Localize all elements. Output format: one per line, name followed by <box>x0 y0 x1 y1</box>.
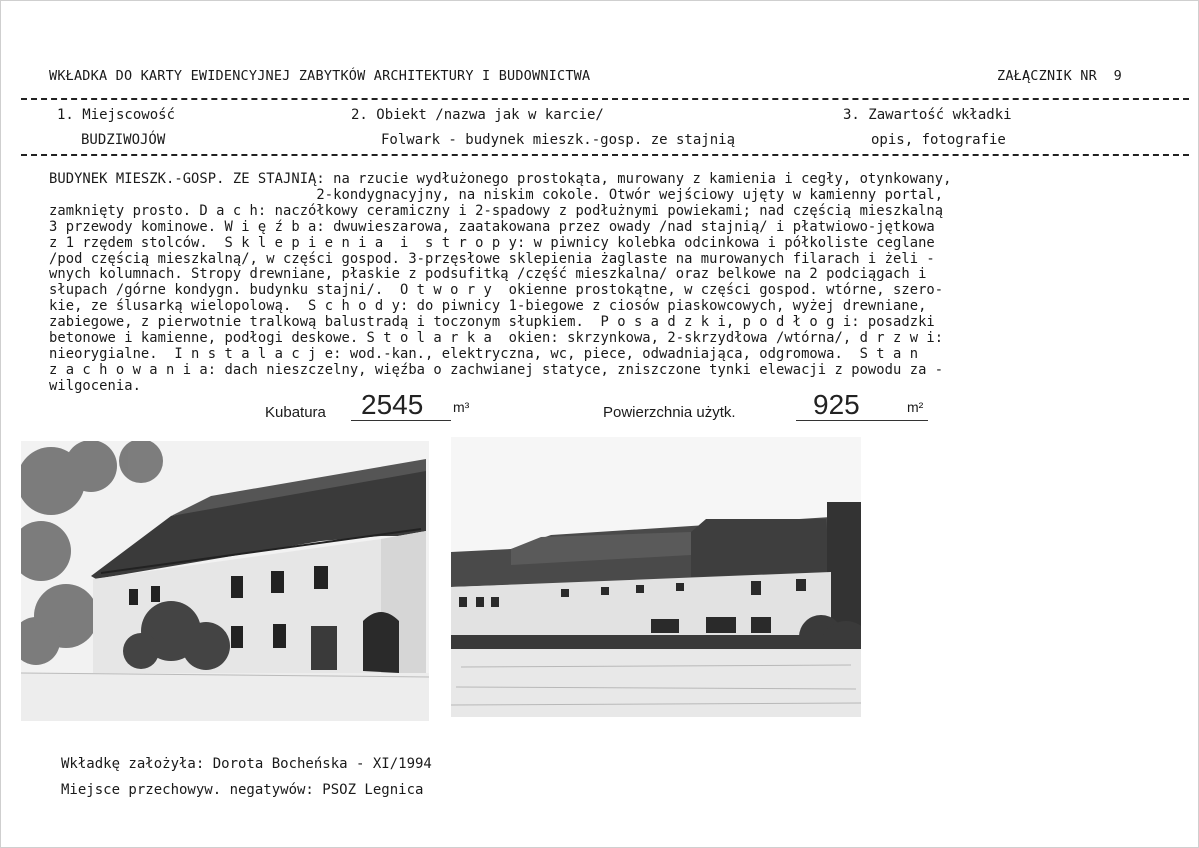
building-photo-1 <box>21 441 429 721</box>
area-unit: m² <box>907 399 924 415</box>
area-value: 925 <box>813 389 860 420</box>
attachment-label: ZAŁĄCZNIK NR <box>997 68 1097 84</box>
fields-divider <box>21 154 1189 156</box>
attachment-value: 9 <box>1113 68 1122 84</box>
description-line: betonowe i kamienne, podłogi deskowe. S t o l a r k a okien: skrzynkowa, 2-skrzydłowa /wtórna/, d r z w i: <box>49 330 944 347</box>
description-line: kie, ze ślusarką wielopolową. S c h o d y: do piwnicy 1-biegowe z ciosów piaskowcowych, wyżej drewniane, <box>49 298 927 315</box>
description-line: zabiegowe, z pierwotnie tralkową balustradą i toczonym słupkiem. P o s a d z k i, p o d ł o g i: posadzki <box>49 314 935 331</box>
locality-label: 1. Miejscowość <box>57 107 176 123</box>
description-line: wilgocenia. <box>49 377 141 394</box>
description-line: BUDYNEK MIESZK.-GOSP. ZE STAJNIĄ: na rzucie wydłużonego prostokąta, murowany z kamienia i cegły, otynkowany, <box>49 171 952 187</box>
description-line: nieorygialne. I n s t a l a c j e: wod.-kan., elektryczna, wc, piece, odwadniająca, odgromowa. S t a n <box>49 345 919 362</box>
object-label: 2. Obiekt /nazwa jak w karcie/ <box>351 107 604 123</box>
building-photo-2 <box>451 437 861 717</box>
locality-value: BUDZIWOJÓW <box>81 132 166 148</box>
kubatura-value: 2545 <box>361 389 424 420</box>
description-line: wnych kolumnach. Stropy drewniane, płaskie z podsufitką /część mieszkalna/ oraz belkowe na 2 podciągach i <box>49 266 927 283</box>
author-line: Wkładkę założyła: Dorota Bocheńska - XI/1994 <box>61 756 432 772</box>
area-label: Powierzchnia użytk. <box>603 404 736 421</box>
description-line: 3 przewody kominowe. W i ę ź b a: dwuwieszarowa, zaatakowana przez owady /nad stajnią/ i płatwiowo-jętkowa <box>49 218 935 235</box>
kubatura-underline <box>351 420 451 421</box>
kubatura-unit: m³ <box>453 399 470 415</box>
document-title: WKŁADKA DO KARTY EWIDENCYJNEJ ZABYTKÓW ARCHITEKTURY I BUDOWNICTWA <box>49 68 591 84</box>
description-line: słupach /górne kondygn. budynku stajni/. O t w o r y okienne prostokątne, w części gospod. wtórne, szero- <box>49 282 944 299</box>
negatives-line: Miejsce przechowyw. negatywów: PSOZ Legnica <box>61 782 424 798</box>
kubatura-label: Kubatura <box>265 404 326 421</box>
description-line: z 1 rzędem stolców. S k l e p i e n i a i s t r o p y: w piwnicy kolebka odcinkowa i półkoliste ceglane <box>49 234 935 251</box>
header-divider <box>21 98 1189 100</box>
description-text <box>49 172 1159 395</box>
object-value: Folwark - budynek mieszk.-gosp. ze stajnią <box>381 132 736 148</box>
attachment-number <box>997 68 1122 84</box>
area-underline <box>796 420 928 421</box>
description-line: 2-kondygnacyjny, na niskim cokole. Otwór wejściowy ujęty w kamienny portal, <box>49 186 944 203</box>
content-label: 3. Zawartość wkładki <box>843 107 1012 123</box>
content-value: opis, fotografie <box>871 132 1006 148</box>
description-line: z a c h o w a n i a: dach nieszczelny, więźba o zachwianej statyce, zniszczone tynki elewacji z powodu za - <box>49 361 944 378</box>
description-line: zamknięty prosto. D a c h: naczółkowy ceramiczny i 2-spadowy z podłużnymi powiekami; nad częścią mieszkalną <box>49 202 944 219</box>
description-line: /pod częścią mieszkalną/, w części gospod. 3-przęsłowe sklepienia żaglaste na murowanych filarach i żeli - <box>49 250 935 267</box>
